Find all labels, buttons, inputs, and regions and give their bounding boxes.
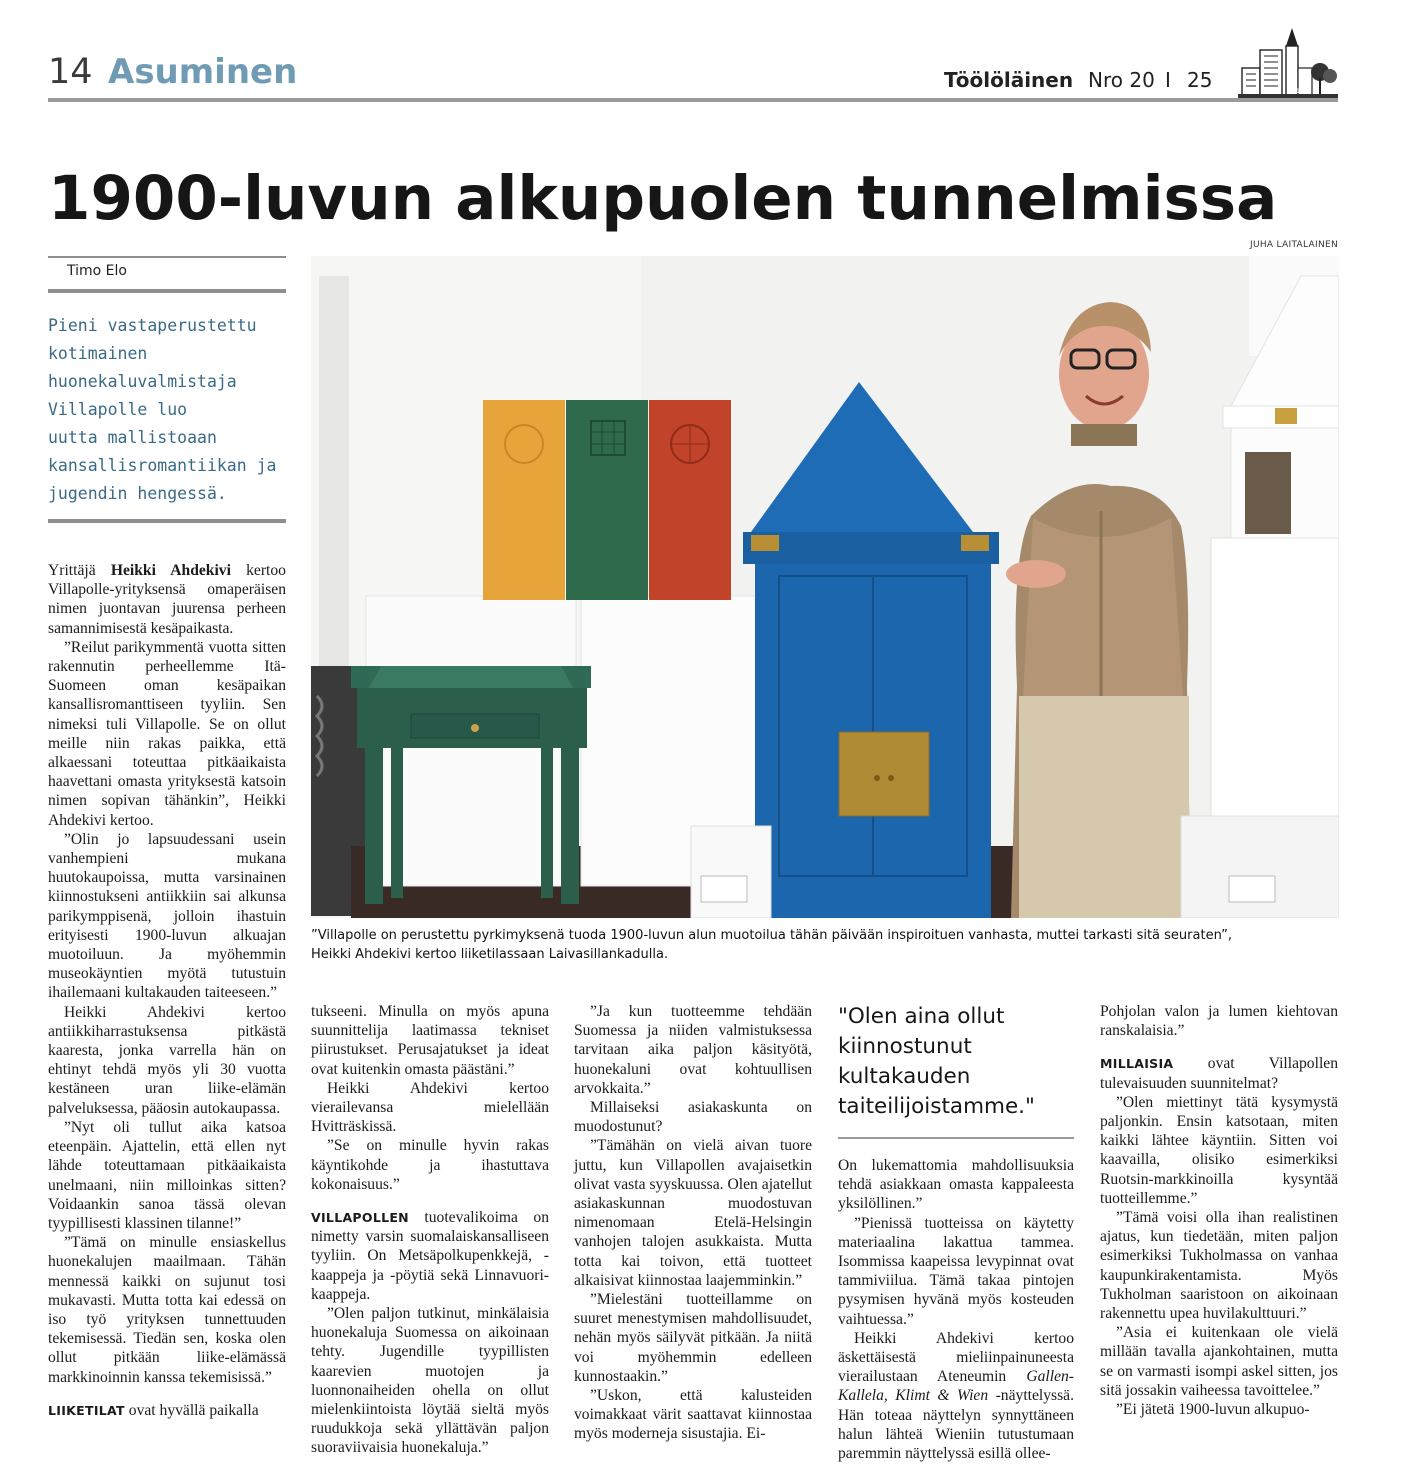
lead-line: uutta mallistoaan (48, 428, 217, 447)
paragraph: ”Nyt oli tullut aika katsoa eteenpäin. Ajattelin, että ellen nyt lähde toteuttamaan pitkäaikaista unelmaani, niin milloinkas sitten? Voidaankin sanoa tässä olevan tyypillisesti klassinen tilanne!” (48, 1118, 286, 1232)
page-number: 14 (48, 52, 93, 92)
run-in-head: LIIKETILAT (48, 1402, 125, 1418)
issue-separator: I (1165, 68, 1171, 92)
text: ovat Villapollen tulevaisuuden suunnitelmat? (1100, 1055, 1338, 1092)
paragraph: Heikki Ahdekivi kertoo vierailevansa mielellään Hvitträskissä. (311, 1079, 549, 1136)
text: -näyttelyssä. Hän toteaa näyttelyn synnyttäneen halun lähteä Wieniin tutustumaan paremmin näyttelyssä esillä ollee- (838, 1387, 1074, 1463)
paragraph: ”Olen paljon tutkinut, minkälaisia huonekaluja Suomessa on aikoinaan tehty. Jugendille tyypillisten kaarevien muotojen ja luonnonaiheiden ohella on ollut mielenkiintoista löytää sieltä myös ruudukkoja sekä yllättävän paljon suoraviivaisia huonekaluja.” (311, 1305, 549, 1457)
issue-year: 25 (1187, 68, 1213, 92)
article-photo (311, 256, 1339, 918)
paragraph (838, 1329, 1074, 1463)
body-column-4 (838, 1156, 1074, 1463)
paragraph: ”Ja kun tuotteemme tehdään Suomessa ja niiden valmistuksessa tarvitaan aika paljon käsityötä, huonekaluni ovat kohtuullisen arvokkaita.” (574, 1003, 812, 1097)
person-name: Heikki Ahdekivi (110, 562, 231, 579)
paragraph: ”Se on minulle hyvin rakas käyntikohde ja ihastuttava kokonaisuus.” (311, 1137, 549, 1193)
issue-number: Nro 20 (1088, 68, 1155, 92)
body-column-3 (574, 1002, 812, 1444)
paragraph: ”Mielestäni tuotteillamme on suuret menestymisen mahdollisuudet, nehän myös säilyvät pitkään. Ja niitä voi myöhemmin edelleen kunnostaakin.” (574, 1291, 812, 1385)
paragraph: Pohjolan valon ja lumen kiehtovan ranskalaisia.” (1100, 1003, 1338, 1040)
text: ovat hyvällä paikalla (124, 1401, 259, 1419)
paragraph: ”Pienissä tuotteissa on käytetty materiaalina lakattua tammea. Isommissa kaapeissa levypinnat ovat tammiviilua. Tämä takaa pintojen pysymisen hyvänä myös kosteuden vaihtuessa.” (838, 1214, 1074, 1328)
headline: 1900-luvun alkupuolen tunnelmissa (48, 163, 1278, 234)
text: Heikki Ahdekivi kertoo äskettäisestä mieliinpainuneesta vierailustaan Ateneumin (838, 1329, 1074, 1386)
photo-credit: JUHA LAITALAINEN (1250, 240, 1338, 250)
lead-line: jugendin hengessä. (48, 484, 227, 503)
text: kertoo Villapolle-yrityksensä omaperäisen nimen juontavan juurensa perheen samannimisestä kesäpaikasta. (48, 562, 286, 637)
caption-line-1: ”Villapolle on perustettu pyrkimyksenä tuoda 1900-luvun alun muotoilua tähän päivään inspiroituen vanhasta, muttei tarkasti sitä seuraten”, (311, 928, 1232, 943)
pull-quote-rule (838, 1137, 1074, 1139)
run-in-head: VILLAPOLLEN (311, 1210, 409, 1226)
byline-rule-top (48, 256, 286, 258)
paragraph: ”Uskon, että kalusteiden voimakkaat värit saattavat kiinnostaa myös moderneja sisustajia. Ei- (574, 1387, 812, 1443)
body-column-1 (48, 561, 286, 1420)
pull-quote: "Olen aina ollut kiinnostunut kultakauden taiteilijoistamme." (838, 1004, 1035, 1119)
paragraph: ”Tämä on minulle ensiaskellus huonekalujen maailmaan. Tähän mennessä kaikki on sujunut tosi mukavasti. Mutta totta kai edessä on iso työ yrityksen tunnettuuden tekemisessä. Tiedän sen, koska olen ollut pitkään liike-elämässä markkinoinnin kanssa tekemisissä.” (48, 1234, 286, 1386)
lead-line: kotimainen (48, 344, 148, 363)
lead-line: huonekaluvalmistaja (48, 372, 237, 391)
paragraph (48, 1401, 286, 1420)
lead-paragraph (48, 312, 280, 508)
paragraph: Millaiseksi asiakaskunta on muodostunut? (574, 1099, 812, 1136)
paragraph (48, 561, 286, 638)
photo-caption (311, 926, 1351, 964)
text: tuotevalikoima on nimetty varsin suomalaiskansalliseen tyyliin. On Metsäpolkupenkkejä, -kaappeja ja -pöytiä sekä Linnavuori-kaappeja. (311, 1209, 549, 1303)
lead-line: Villapolle luo (48, 400, 188, 419)
lead-line: Pieni vastaperustettu (48, 316, 257, 335)
header-rule (48, 98, 1338, 102)
paragraph: tukseeni. Minulla on myös apuna suunnittelija laatimassa tekniset piirustukset. Perusajatukset ja ideat ovat kuitenkin omasta päästäni.” (311, 1003, 549, 1078)
exhibition-title: Gallen-Kallela, Klimt & Wien (838, 1368, 1074, 1405)
paragraph: ”Tämä voisi olla ihan realistinen ajatus, kun tiedetään, miten paljon esimerkiksi Tukholmassa on vanhaa kaupunkirakentamista. Myös Tukholman saaristoon on aikoinaan rakennettu upea huvilakulttuuri.” (1100, 1209, 1338, 1323)
paragraph: ”Asia ei kuitenkaan ole vielä millään tavalla ajankohtainen, mutta se on varmasti isompi askel sitten, jos sitä jossakin vaiheessa tavoittelee.” (1100, 1324, 1338, 1399)
author-byline: Timo Elo (67, 263, 127, 279)
paragraph: ”Olin jo lapsuudessani usein vanhempieni mukana huutokaupoissa, mutta varsinainen kiinnostukseni antiikkiin sai alkunsa parikymppisenä, jolloin ihastuin erityisesti 1900-luvun alkuajan muotoiluun. Ja myöhemmin museokäyntien myötä tutustuin ihailemaani kultakauden taiteeseen.” (48, 830, 286, 1002)
paragraph: On lukemattomia mahdollisuuksia tehdä asiakkaan omasta kappaleesta yksilöllinen.” (838, 1157, 1074, 1213)
paragraph: ”Ei jätetä 1900-luvun alkupuo- (1116, 1401, 1310, 1419)
paragraph (311, 1208, 549, 1304)
paragraph: Heikki Ahdekivi kertoo antiikkiharrastuksensa pitkästä kaaresta, jonka varrella hän on ehtinyt tehdä myös yli 30 vuotta kestäneen uran liike-elämän palveluksessa, pääosin autokaupassa. (48, 1003, 286, 1117)
text: Yrittäjä (48, 562, 111, 579)
paragraph (1100, 1054, 1338, 1092)
byline-rule-bottom (48, 289, 286, 293)
run-in-head: MILLAISIA (1100, 1056, 1174, 1072)
newspaper-name: Töölöläinen (944, 68, 1074, 92)
paragraph: ”Tämähän on vielä aivan tuore juttu, kun Villapollen avajaisetkin olivat vasta syyskuussa. Olen ajatellut asiakaskunnan muodostuvan nimenomaan Etelä-Helsingin vanhojen talojen asukkaista. Mutta totta kai toivon, että tuotteet alkaisivat kiinnostaa laajemminkin.” (574, 1137, 812, 1289)
body-column-5 (1100, 1002, 1338, 1419)
body-column-2 (311, 1002, 549, 1458)
lead-rule (48, 519, 286, 523)
paragraph: ”Olen miettinyt tätä kysymystä paljonkin. Ensin katsotaan, miten kaikki lähtee käyntiin. Sitten voi kaavailla, olisiko esimerkiksi Ruotsin-markkinoilla kysyntää tuotteillemme.” (1100, 1093, 1338, 1207)
newspaper-logo (1238, 24, 1338, 100)
logo-year: 1978 (1296, 88, 1312, 95)
paragraph: ”Reilut parikymmentä vuotta sitten rakennutin perheellemme Itä-Suomeen oman kesäpaikan kansallisromanttiseen tyyliin. Sen nimeksi tuli Villapolle. Se on ollut meille niin rakas paikka, että alkaessani toteuttaa pitkäaikaista haavettani omasta yrityksestä katsoin nimen sopivan tähänkin”, Heikki Ahdekivi kertoo. (48, 638, 286, 829)
section-title: Asuminen (108, 52, 298, 92)
lead-line: kansallisromantiikan ja (48, 456, 277, 475)
caption-line-2: Heikki Ahdekivi kertoo liiketilassaan Laivasillankadulla. (311, 947, 669, 962)
